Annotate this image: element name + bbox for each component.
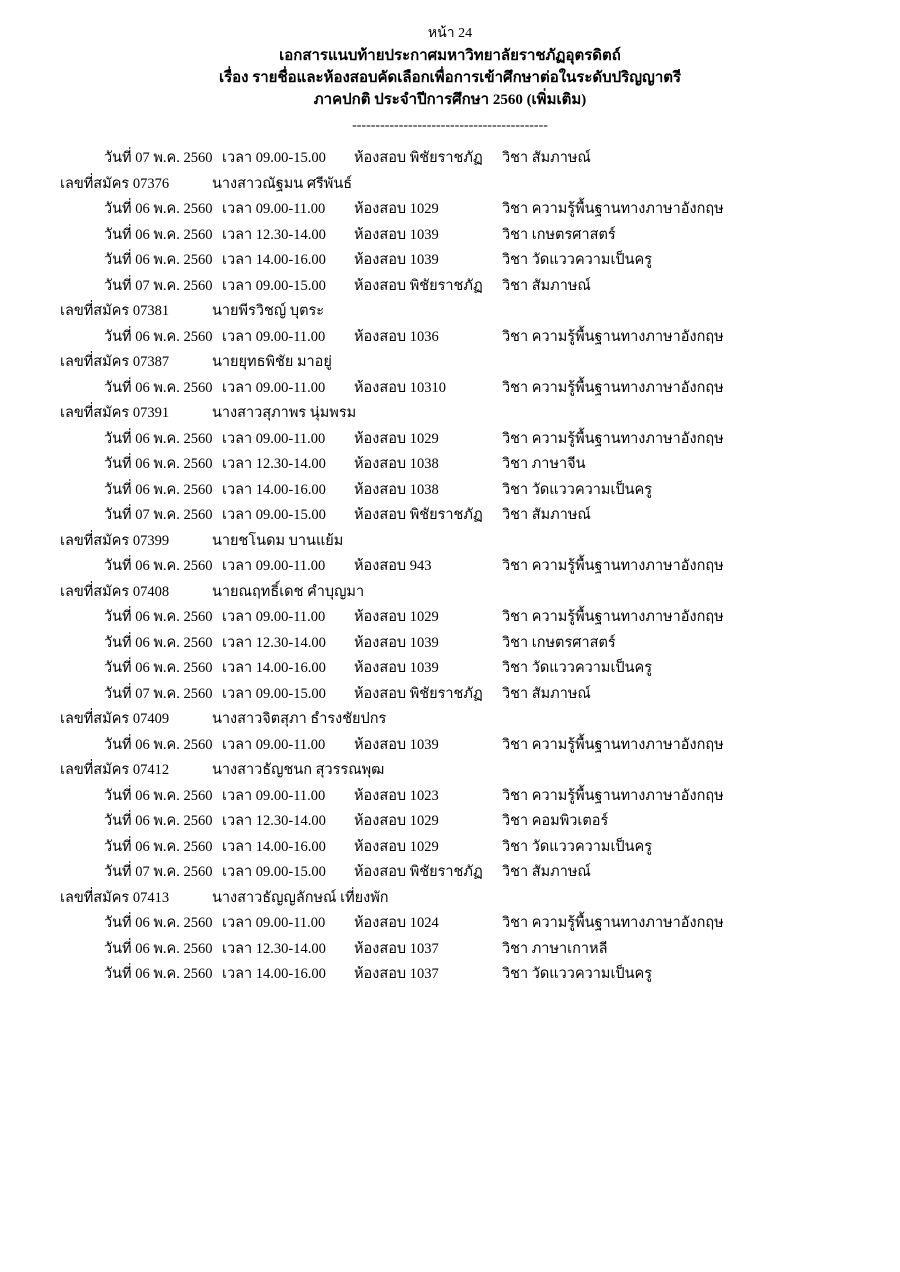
exam-time: เวลา 12.30-14.00: [222, 634, 326, 651]
exam-subject: วิชา ความรู้พื้นฐานทางภาษาอังกฤษ: [502, 609, 724, 626]
exam-subject: วิชา วัดแววความเป็นครู: [502, 481, 653, 498]
exam-date: วันที่ 06 พ.ค. 2560: [104, 252, 213, 269]
exam-subject: วิชา วัดแววความเป็นครู: [502, 966, 653, 983]
exam-date: วันที่ 06 พ.ค. 2560: [104, 201, 213, 218]
exam-subject: วิชา สัมภาษณ์: [502, 507, 591, 524]
applicant-row: [60, 401, 840, 427]
exam-subject: วิชา ความรู้พื้นฐานทางภาษาอังกฤษ: [502, 915, 724, 932]
exam-room: ห้องสอบ 1037: [354, 966, 439, 983]
exam-time: เวลา 09.00-15.00: [222, 507, 326, 524]
applicant-code: เลขที่สมัคร 07381: [60, 303, 170, 320]
schedule-row: [60, 809, 840, 835]
exam-subject: วิชา สัมภาษณ์: [502, 685, 591, 702]
header-divider: ------------------------------------------: [352, 117, 548, 133]
exam-time: เวลา 09.00-11.00: [222, 915, 326, 932]
schedule-row: [60, 375, 840, 401]
exam-time: เวลา 09.00-15.00: [222, 150, 326, 167]
exam-room: ห้องสอบ 1023: [354, 787, 439, 804]
exam-time: เวลา 14.00-16.00: [222, 966, 326, 983]
exam-date: วันที่ 06 พ.ค. 2560: [104, 634, 213, 651]
applicant-row: [60, 707, 840, 733]
exam-date: วันที่ 06 พ.ค. 2560: [104, 226, 213, 243]
applicant-row: [60, 171, 840, 197]
applicant-code: เลขที่สมัคร 07413: [60, 889, 170, 906]
exam-date: วันที่ 06 พ.ค. 2560: [104, 430, 213, 447]
applicant-name: นางสาวธัญชนก สุวรรณพุฒ: [212, 762, 385, 779]
exam-subject: วิชา เกษตรศาสตร์: [502, 226, 616, 243]
exam-room: ห้องสอบ พิชัยราชภัฏ: [354, 150, 483, 167]
schedule-row: [60, 273, 840, 299]
applicant-row: [60, 885, 840, 911]
exam-room: ห้องสอบ 1039: [354, 252, 439, 269]
schedule-row: [60, 911, 840, 937]
exam-subject: วิชา คอมพิวเตอร์: [502, 813, 609, 830]
schedule-row: [60, 554, 840, 580]
applicant-row: [60, 758, 840, 784]
exam-room: ห้องสอบ 1037: [354, 940, 439, 957]
applicant-code: เลขที่สมัคร 07376: [60, 175, 170, 192]
applicant-name: นายชโนดม บานแย้ม: [212, 532, 344, 549]
exam-room: ห้องสอบ 1029: [354, 838, 439, 855]
exam-time: เวลา 09.00-11.00: [222, 328, 326, 345]
schedule-row: [60, 732, 840, 758]
exam-room: ห้องสอบ 10310: [354, 379, 446, 396]
applicant-row: [60, 579, 840, 605]
header-line-3: ภาคปกติ ประจำปีการศึกษา 2560 (เพิ่มเติม): [313, 91, 587, 108]
applicant-name: นางสาวณัฐมน ศรีพันธ์: [212, 175, 353, 192]
applicant-code: เลขที่สมัคร 07412: [60, 762, 170, 779]
exam-date: วันที่ 06 พ.ค. 2560: [104, 787, 213, 804]
exam-subject: วิชา ภาษาจีน: [502, 456, 586, 473]
schedule-row: [60, 477, 840, 503]
exam-subject: วิชา สัมภาษณ์: [502, 150, 591, 167]
exam-time: เวลา 09.00-15.00: [222, 864, 326, 881]
exam-date: วันที่ 06 พ.ค. 2560: [104, 558, 213, 575]
exam-subject: วิชา สัมภาษณ์: [502, 864, 591, 881]
schedule-row: [60, 656, 840, 682]
schedule-row: [60, 452, 840, 478]
page-number: หน้า 24: [427, 26, 473, 41]
exam-schedule-list: [60, 146, 840, 988]
document-header: [60, 24, 840, 136]
exam-date: วันที่ 06 พ.ค. 2560: [104, 328, 213, 345]
exam-room: ห้องสอบ 1029: [354, 430, 439, 447]
exam-subject: วิชา ภาษาเกาหลี: [502, 940, 608, 957]
exam-time: เวลา 09.00-11.00: [222, 736, 326, 753]
exam-room: ห้องสอบ 1029: [354, 201, 439, 218]
exam-time: เวลา 12.30-14.00: [222, 813, 326, 830]
exam-date: วันที่ 06 พ.ค. 2560: [104, 379, 213, 396]
applicant-name: นางสาวธัญญลักษณ์ เที่ยงพัก: [212, 889, 389, 906]
exam-room: ห้องสอบ 1038: [354, 481, 439, 498]
schedule-row: [60, 503, 840, 529]
exam-room: ห้องสอบ 1038: [354, 456, 439, 473]
exam-time: เวลา 09.00-11.00: [222, 201, 326, 218]
schedule-row: [60, 860, 840, 886]
applicant-name: นายณฤทธิ์เดช คำบุญมา: [212, 583, 365, 600]
exam-subject: วิชา ความรู้พื้นฐานทางภาษาอังกฤษ: [502, 787, 724, 804]
schedule-row: [60, 834, 840, 860]
schedule-row: [60, 146, 840, 172]
schedule-row: [60, 936, 840, 962]
exam-time: เวลา 09.00-11.00: [222, 609, 326, 626]
exam-time: เวลา 09.00-15.00: [222, 685, 326, 702]
exam-room: ห้องสอบ 943: [354, 558, 432, 575]
applicant-code: เลขที่สมัคร 07387: [60, 354, 170, 371]
exam-subject: วิชา ความรู้พื้นฐานทางภาษาอังกฤษ: [502, 379, 724, 396]
exam-subject: วิชา ความรู้พื้นฐานทางภาษาอังกฤษ: [502, 736, 724, 753]
schedule-row: [60, 222, 840, 248]
exam-date: วันที่ 07 พ.ค. 2560: [104, 864, 213, 881]
exam-time: เวลา 09.00-15.00: [222, 277, 326, 294]
exam-date: วันที่ 06 พ.ค. 2560: [104, 813, 213, 830]
exam-date: วันที่ 06 พ.ค. 2560: [104, 838, 213, 855]
exam-subject: วิชา วัดแววความเป็นครู: [502, 838, 653, 855]
schedule-row: [60, 426, 840, 452]
exam-date: วันที่ 06 พ.ค. 2560: [104, 940, 213, 957]
exam-date: วันที่ 06 พ.ค. 2560: [104, 456, 213, 473]
exam-time: เวลา 09.00-11.00: [222, 379, 326, 396]
schedule-row: [60, 783, 840, 809]
exam-time: เวลา 09.00-11.00: [222, 430, 326, 447]
exam-date: วันที่ 07 พ.ค. 2560: [104, 507, 213, 524]
applicant-row: [60, 299, 840, 325]
exam-room: ห้องสอบ 1039: [354, 736, 439, 753]
exam-subject: วิชา วัดแววความเป็นครู: [502, 252, 653, 269]
exam-date: วันที่ 06 พ.ค. 2560: [104, 609, 213, 626]
schedule-row: [60, 324, 840, 350]
applicant-code: เลขที่สมัคร 07409: [60, 711, 170, 728]
exam-room: ห้องสอบ พิชัยราชภัฏ: [354, 507, 483, 524]
exam-room: ห้องสอบ พิชัยราชภัฏ: [354, 864, 483, 881]
applicant-code: เลขที่สมัคร 07391: [60, 405, 170, 422]
applicant-row: [60, 528, 840, 554]
exam-date: วันที่ 06 พ.ค. 2560: [104, 966, 213, 983]
exam-time: เวลา 09.00-11.00: [222, 787, 326, 804]
applicant-code: เลขที่สมัคร 07408: [60, 583, 170, 600]
applicant-name: นายยุทธพิชัย มาอยู่: [212, 354, 332, 371]
exam-room: ห้องสอบ 1039: [354, 226, 439, 243]
exam-time: เวลา 14.00-16.00: [222, 838, 326, 855]
header-line-2: เรื่อง รายชื่อและห้องสอบคัดเลือกเพื่อการเข้าศึกษาต่อในระดับปริญญาตรี: [218, 70, 682, 87]
applicant-name: นางสาวจิตสุภา ธำรงชัยปกร: [212, 711, 387, 728]
exam-room: ห้องสอบ 1039: [354, 634, 439, 651]
exam-subject: วิชา ความรู้พื้นฐานทางภาษาอังกฤษ: [502, 201, 724, 218]
applicant-code: เลขที่สมัคร 07399: [60, 532, 170, 549]
exam-time: เวลา 14.00-16.00: [222, 252, 326, 269]
exam-time: เวลา 14.00-16.00: [222, 481, 326, 498]
exam-date: วันที่ 07 พ.ค. 2560: [104, 685, 213, 702]
schedule-row: [60, 962, 840, 988]
exam-time: เวลา 12.30-14.00: [222, 226, 326, 243]
exam-room: ห้องสอบ พิชัยราชภัฏ: [354, 277, 483, 294]
header-line-1: เอกสารแนบท้ายประกาศมหาวิทยาลัยราชภัฏอุตรดิตถ์: [279, 48, 621, 65]
schedule-row: [60, 248, 840, 274]
applicant-row: [60, 350, 840, 376]
exam-date: วันที่ 06 พ.ค. 2560: [104, 736, 213, 753]
exam-date: วันที่ 06 พ.ค. 2560: [104, 660, 213, 677]
exam-time: เวลา 14.00-16.00: [222, 660, 326, 677]
exam-subject: วิชา สัมภาษณ์: [502, 277, 591, 294]
applicant-name: นางสาวสุภาพร นุ่มพรม: [212, 405, 357, 422]
exam-subject: วิชา ความรู้พื้นฐานทางภาษาอังกฤษ: [502, 558, 724, 575]
exam-room: ห้องสอบ พิชัยราชภัฏ: [354, 685, 483, 702]
schedule-row: [60, 197, 840, 223]
exam-time: เวลา 09.00-11.00: [222, 558, 326, 575]
exam-time: เวลา 12.30-14.00: [222, 940, 326, 957]
exam-date: วันที่ 06 พ.ค. 2560: [104, 915, 213, 932]
exam-room: ห้องสอบ 1029: [354, 609, 439, 626]
exam-subject: วิชา ความรู้พื้นฐานทางภาษาอังกฤษ: [502, 430, 724, 447]
exam-subject: วิชา วัดแววความเป็นครู: [502, 660, 653, 677]
schedule-row: [60, 681, 840, 707]
schedule-row: [60, 605, 840, 631]
exam-room: ห้องสอบ 1036: [354, 328, 439, 345]
exam-room: ห้องสอบ 1029: [354, 813, 439, 830]
exam-date: วันที่ 07 พ.ค. 2560: [104, 277, 213, 294]
schedule-row: [60, 630, 840, 656]
exam-time: เวลา 12.30-14.00: [222, 456, 326, 473]
exam-subject: วิชา เกษตรศาสตร์: [502, 634, 616, 651]
applicant-name: นายพีรวิชญ์ บุตระ: [212, 303, 325, 320]
exam-room: ห้องสอบ 1024: [354, 915, 439, 932]
exam-date: วันที่ 06 พ.ค. 2560: [104, 481, 213, 498]
exam-room: ห้องสอบ 1039: [354, 660, 439, 677]
exam-subject: วิชา ความรู้พื้นฐานทางภาษาอังกฤษ: [502, 328, 724, 345]
exam-date: วันที่ 07 พ.ค. 2560: [104, 150, 213, 167]
